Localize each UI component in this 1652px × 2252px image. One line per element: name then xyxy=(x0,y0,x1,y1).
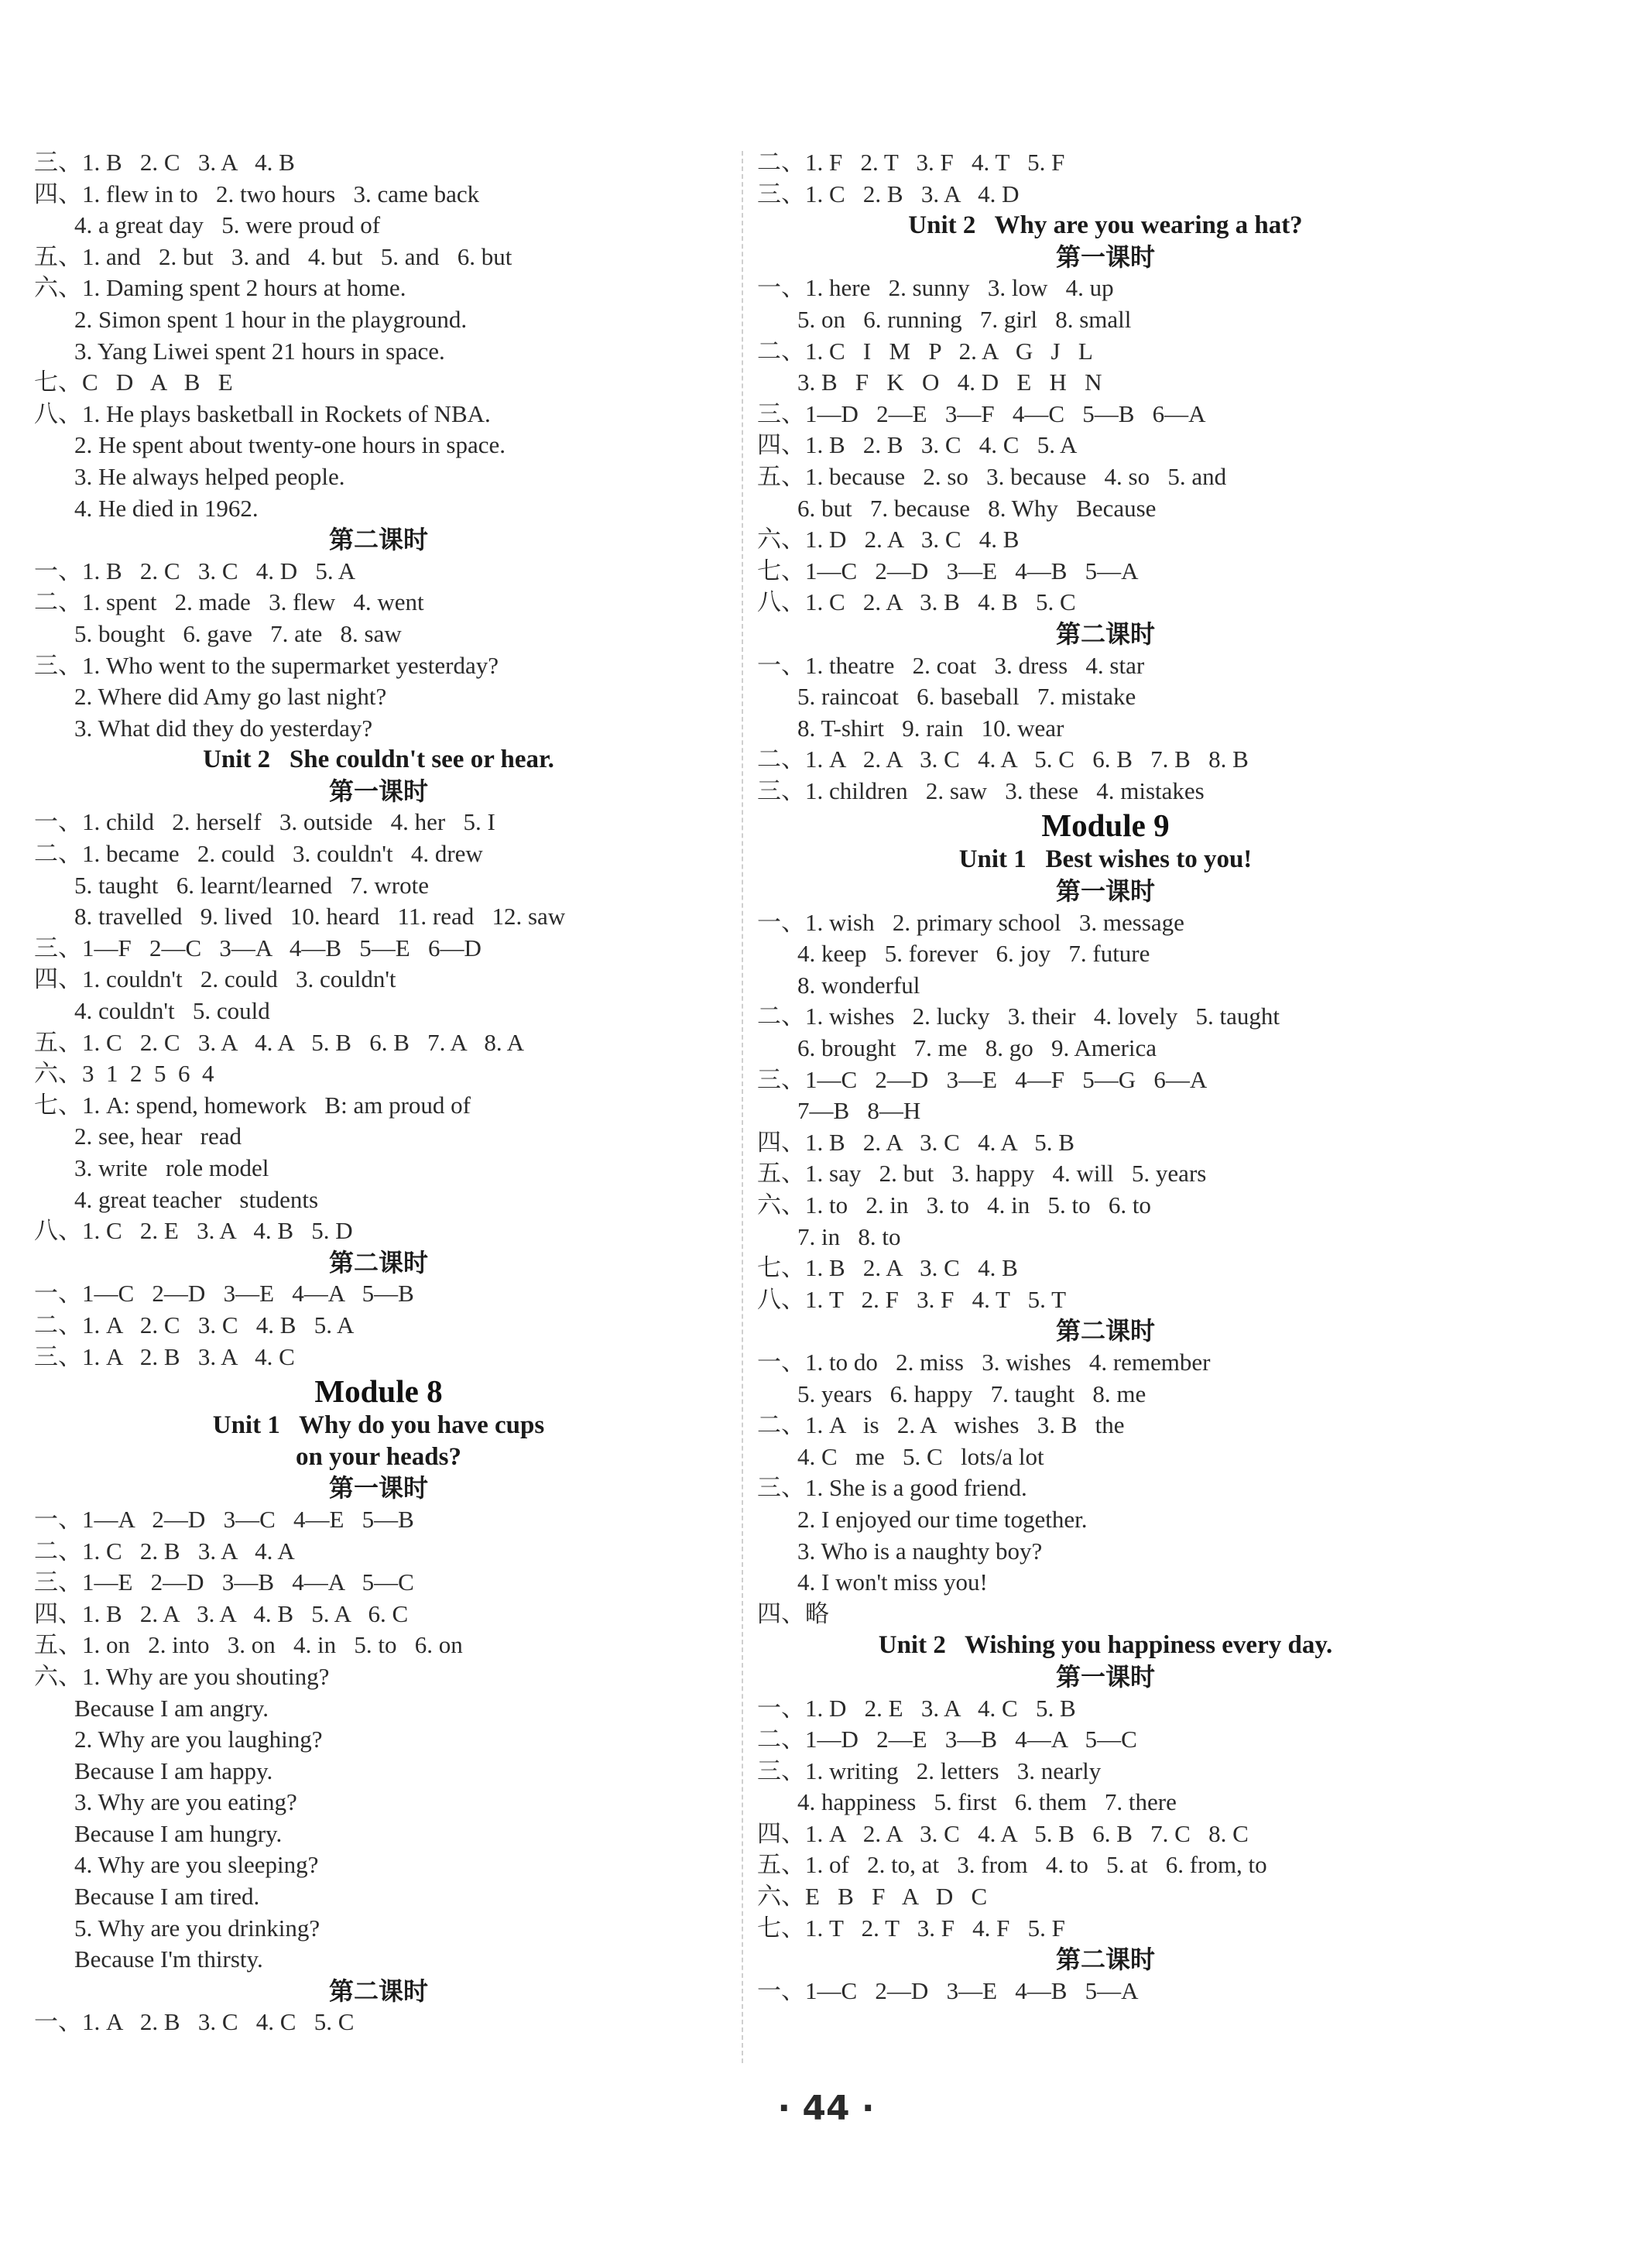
answer-line: 5. on 6. running 7. girl 8. small xyxy=(797,305,1132,333)
lesson-heading: 第一课时 xyxy=(328,1473,428,1503)
lesson-heading: 第二课时 xyxy=(1055,1945,1155,1975)
answer-line: 8. wonderful xyxy=(797,971,920,999)
answer-line: 五、1. say 2. but 3. happy 4. will 5. years xyxy=(757,1160,1207,1188)
answer-line: 3. B F K O 4. D E H N xyxy=(797,368,1102,396)
answer-line: 4. happiness 5. first 6. them 7. there xyxy=(797,1788,1177,1816)
answer-line: 三、1—D 2—E 3—F 4—C 5—B 6—A xyxy=(757,399,1206,427)
answer-line: 一、1. B 2. C 3. C 4. D 5. A xyxy=(34,557,356,584)
answer-line: 三、1. B 2. C 3. A 4. B xyxy=(34,149,295,176)
answer-line: 一、1. A 2. B 3. C 4. C 5. C xyxy=(34,2008,355,2036)
answer-line: 一、1. theatre 2. coat 3. dress 4. star xyxy=(757,651,1145,679)
lesson-heading: 第二课时 xyxy=(328,1247,428,1277)
answer-line: 八、1. T 2. F 3. F 4. T 5. T xyxy=(757,1285,1067,1313)
answer-line: 6. brought 7. me 8. go 9. America xyxy=(797,1034,1157,1062)
answer-line: 7—B 8—H xyxy=(797,1097,921,1125)
answer-line: 二、1. A 2. C 3. C 4. B 5. A xyxy=(34,1311,355,1339)
answer-line: 五、1. and 2. but 3. and 4. but 5. and 6. but xyxy=(34,242,512,270)
answer-line: 四、1. couldn't 2. could 3. couldn't xyxy=(34,965,396,993)
lesson-heading: 第一课时 xyxy=(1055,876,1155,907)
answer-line: 一、1. to do 2. miss 3. wishes 4. remember xyxy=(757,1348,1211,1376)
answer-line: 六、1. Daming spent 2 hours at home. xyxy=(34,274,406,302)
answer-line: 4. He died in 1962. xyxy=(74,494,259,522)
left-column xyxy=(34,147,723,2038)
answer-line: 4. great teacher students xyxy=(74,1185,319,1213)
lesson-heading: 第一课时 xyxy=(328,776,428,806)
answer-line: 三、1. C 2. B 3. A 4. D xyxy=(757,180,1020,207)
lesson-heading: 第二课时 xyxy=(328,1976,428,2006)
answer-line: 八、1. He plays basketball in Rockets of NBA. xyxy=(34,399,491,427)
answer-line: 四、1. B 2. B 3. C 4. C 5. A xyxy=(757,431,1078,459)
answer-line: 6. but 7. because 8. Why Because xyxy=(797,494,1157,522)
answer-line: 六、1. Why are you shouting? xyxy=(34,1662,330,1690)
page-number: · 44 · xyxy=(777,2089,875,2128)
module-title: Module 9 xyxy=(1041,807,1170,844)
answer-line: 二、1. C 2. B 3. A 4. A xyxy=(34,1537,295,1565)
answer-line: 2. Why are you laughing? xyxy=(74,1726,323,1753)
answer-line: 5. bought 6. gave 7. ate 8. saw xyxy=(74,619,402,647)
answer-line: 3. Why are you eating? xyxy=(74,1788,297,1816)
answer-line: 三、1. writing 2. letters 3. nearly xyxy=(757,1757,1102,1784)
answer-line: 4. a great day 5. were proud of xyxy=(74,211,381,239)
unit-title: Unit 2 She couldn't see or hear. xyxy=(203,746,554,774)
answer-line: 一、1—C 2—D 3—E 4—B 5—A xyxy=(757,1976,1139,2004)
answer-line: 3. write role model xyxy=(74,1154,269,1181)
unit-title: Unit 2 Wishing you happiness every day. xyxy=(878,1631,1333,1660)
answer-line: 一、1. D 2. E 3. A 4. C 5. B xyxy=(757,1694,1076,1722)
answer-line: 五、1. on 2. into 3. on 4. in 5. to 6. on xyxy=(34,1631,463,1659)
answer-line: 七、1. A: spend, homework B: am proud of xyxy=(34,1091,471,1119)
answer-line: 8. T-shirt 9. rain 10. wear xyxy=(797,714,1064,742)
answer-line: 3. He always helped people. xyxy=(74,462,345,490)
answer-line: 三、1—F 2—C 3—A 4—B 5—E 6—D xyxy=(34,934,482,961)
answer-line: 8. travelled 9. lived 10. heard 11. read 12. saw xyxy=(74,903,566,931)
answer-line: 一、1—C 2—D 3—E 4—A 5—B xyxy=(34,1280,414,1308)
answer-line: 四、1. B 2. A 3. A 4. B 5. A 6. C xyxy=(34,1599,409,1627)
answer-line: 7. in 8. to xyxy=(797,1222,901,1250)
unit-title: Unit 1 Best wishes to you! xyxy=(958,845,1253,874)
answer-line: 五、1. because 2. so 3. because 4. so 5. and xyxy=(757,462,1227,490)
answer-line: 一、1—A 2—D 3—C 4—E 5—B xyxy=(34,1505,414,1533)
unit-title: Unit 2 Why are you wearing a hat? xyxy=(908,211,1303,240)
answer-line: 一、1. wish 2. primary school 3. message xyxy=(757,908,1184,936)
answer-line: 二、1. wishes 2. lucky 3. their 4. lovely 5. taught xyxy=(757,1003,1280,1030)
lesson-heading: 第一课时 xyxy=(1055,1661,1155,1692)
answer-line: 3. Who is a naughty boy? xyxy=(797,1537,1043,1565)
answer-line: 六、1. D 2. A 3. C 4. B xyxy=(757,526,1020,554)
answer-line: 一、1. child 2. herself 3. outside 4. her 5. I xyxy=(34,808,495,836)
lesson-heading: 第二课时 xyxy=(1055,1316,1155,1346)
answer-line: 2. I enjoyed our time together. xyxy=(797,1505,1088,1533)
answer-line: 三、1. A 2. B 3. A 4. C xyxy=(34,1342,295,1370)
answer-line: 六、E B F A D C xyxy=(757,1883,988,1911)
answer-line: 二、1. F 2. T 3. F 4. T 5. F xyxy=(757,149,1065,176)
answer-line: 3. Yang Liwei spent 21 hours in space. xyxy=(74,337,445,365)
answer-line: 二、1. A is 2. A wishes 3. B the xyxy=(757,1411,1125,1439)
answer-line: Because I am angry. xyxy=(74,1694,269,1722)
answer-line: 三、1—E 2—D 3—B 4—A 5—C xyxy=(34,1568,414,1596)
answer-line: Because I am hungry. xyxy=(74,1819,283,1847)
answer-line: 七、1—C 2—D 3—E 4—B 5—A xyxy=(757,557,1139,584)
right-column xyxy=(757,147,1454,2007)
answer-line: 八、1. C 2. A 3. B 4. B 5. C xyxy=(757,588,1076,616)
answer-line: 二、1. A 2. A 3. C 4. A 5. C 6. B 7. B 8. B xyxy=(757,746,1249,773)
answer-line: 三、1—C 2—D 3—E 4—F 5—G 6—A xyxy=(757,1065,1208,1093)
answer-line: 三、1. Who went to the supermarket yesterday? xyxy=(34,651,499,679)
answer-line: 2. He spent about twenty-one hours in space. xyxy=(74,431,506,459)
answer-line: 六、3 1 2 5 6 4 xyxy=(34,1060,214,1088)
unit-title: Unit 1 Why do you have cups xyxy=(212,1411,545,1440)
module-title: Module 8 xyxy=(314,1373,443,1410)
answer-line: 4. I won't miss you! xyxy=(797,1568,988,1596)
answer-line: 五、1. of 2. to, at 3. from 4. to 5. at 6. from, to xyxy=(757,1851,1267,1879)
answer-line: 二、1. became 2. could 3. couldn't 4. drew xyxy=(34,840,483,868)
answer-line: 二、1. C I M P 2. A G J L xyxy=(757,337,1093,365)
answer-line: Because I am tired. xyxy=(74,1883,260,1911)
lesson-heading: 第一课时 xyxy=(1055,242,1155,272)
answer-line: 四、略 xyxy=(757,1599,829,1627)
answer-line: 四、1. A 2. A 3. C 4. A 5. B 6. B 7. C 8. C xyxy=(757,1819,1249,1847)
answer-line: 5. years 6. happy 7. taught 8. me xyxy=(797,1380,1146,1407)
answer-line: 八、1. C 2. E 3. A 4. B 5. D xyxy=(34,1217,353,1245)
answer-line: 2. Where did Amy go last night? xyxy=(74,683,387,711)
answer-line: 七、1. B 2. A 3. C 4. B xyxy=(757,1254,1018,1282)
answer-line: 一、1. here 2. sunny 3. low 4. up xyxy=(757,274,1114,302)
column-divider xyxy=(742,151,743,2063)
lesson-heading: 第二课时 xyxy=(1055,619,1155,649)
answer-line: 四、1. flew in to 2. two hours 3. came back xyxy=(34,180,480,207)
answer-line: 4. keep 5. forever 6. joy 7. future xyxy=(797,940,1150,968)
answer-line: 六、1. to 2. in 3. to 4. in 5. to 6. to xyxy=(757,1191,1151,1219)
answer-line: 二、1—D 2—E 3—B 4—A 5—C xyxy=(757,1726,1137,1753)
answer-line: 5. taught 6. learnt/learned 7. wrote xyxy=(74,871,429,899)
answer-line: 三、1. children 2. saw 3. these 4. mistakes xyxy=(757,776,1205,804)
answer-line: 5. raincoat 6. baseball 7. mistake xyxy=(797,683,1136,711)
answer-line: 4. Why are you sleeping? xyxy=(74,1851,319,1879)
answer-line: 七、C D A B E xyxy=(34,368,233,396)
unit-title: on your heads? xyxy=(296,1442,461,1471)
answer-line: 二、1. spent 2. made 3. flew 4. went xyxy=(34,588,424,616)
answer-line: Because I'm thirsty. xyxy=(74,1945,263,1973)
answer-line: 4. C me 5. C lots/a lot xyxy=(797,1442,1044,1470)
answer-line: 五、1. C 2. C 3. A 4. A 5. B 6. B 7. A 8. A xyxy=(34,1028,525,1056)
answer-line: Because I am happy. xyxy=(74,1757,273,1784)
answer-line: 七、1. T 2. T 3. F 4. F 5. F xyxy=(757,1914,1065,1942)
answer-line: 2. Simon spent 1 hour in the playground. xyxy=(74,305,468,333)
answer-line: 4. couldn't 5. could xyxy=(74,997,270,1025)
answer-line: 2. see, hear read xyxy=(74,1123,242,1150)
answer-line: 三、1. She is a good friend. xyxy=(757,1474,1027,1502)
answer-line: 四、1. B 2. A 3. C 4. A 5. B xyxy=(757,1128,1074,1156)
lesson-heading: 第二课时 xyxy=(328,525,428,555)
answer-line: 3. What did they do yesterday? xyxy=(74,714,373,742)
answer-line: 5. Why are you drinking? xyxy=(74,1914,320,1942)
